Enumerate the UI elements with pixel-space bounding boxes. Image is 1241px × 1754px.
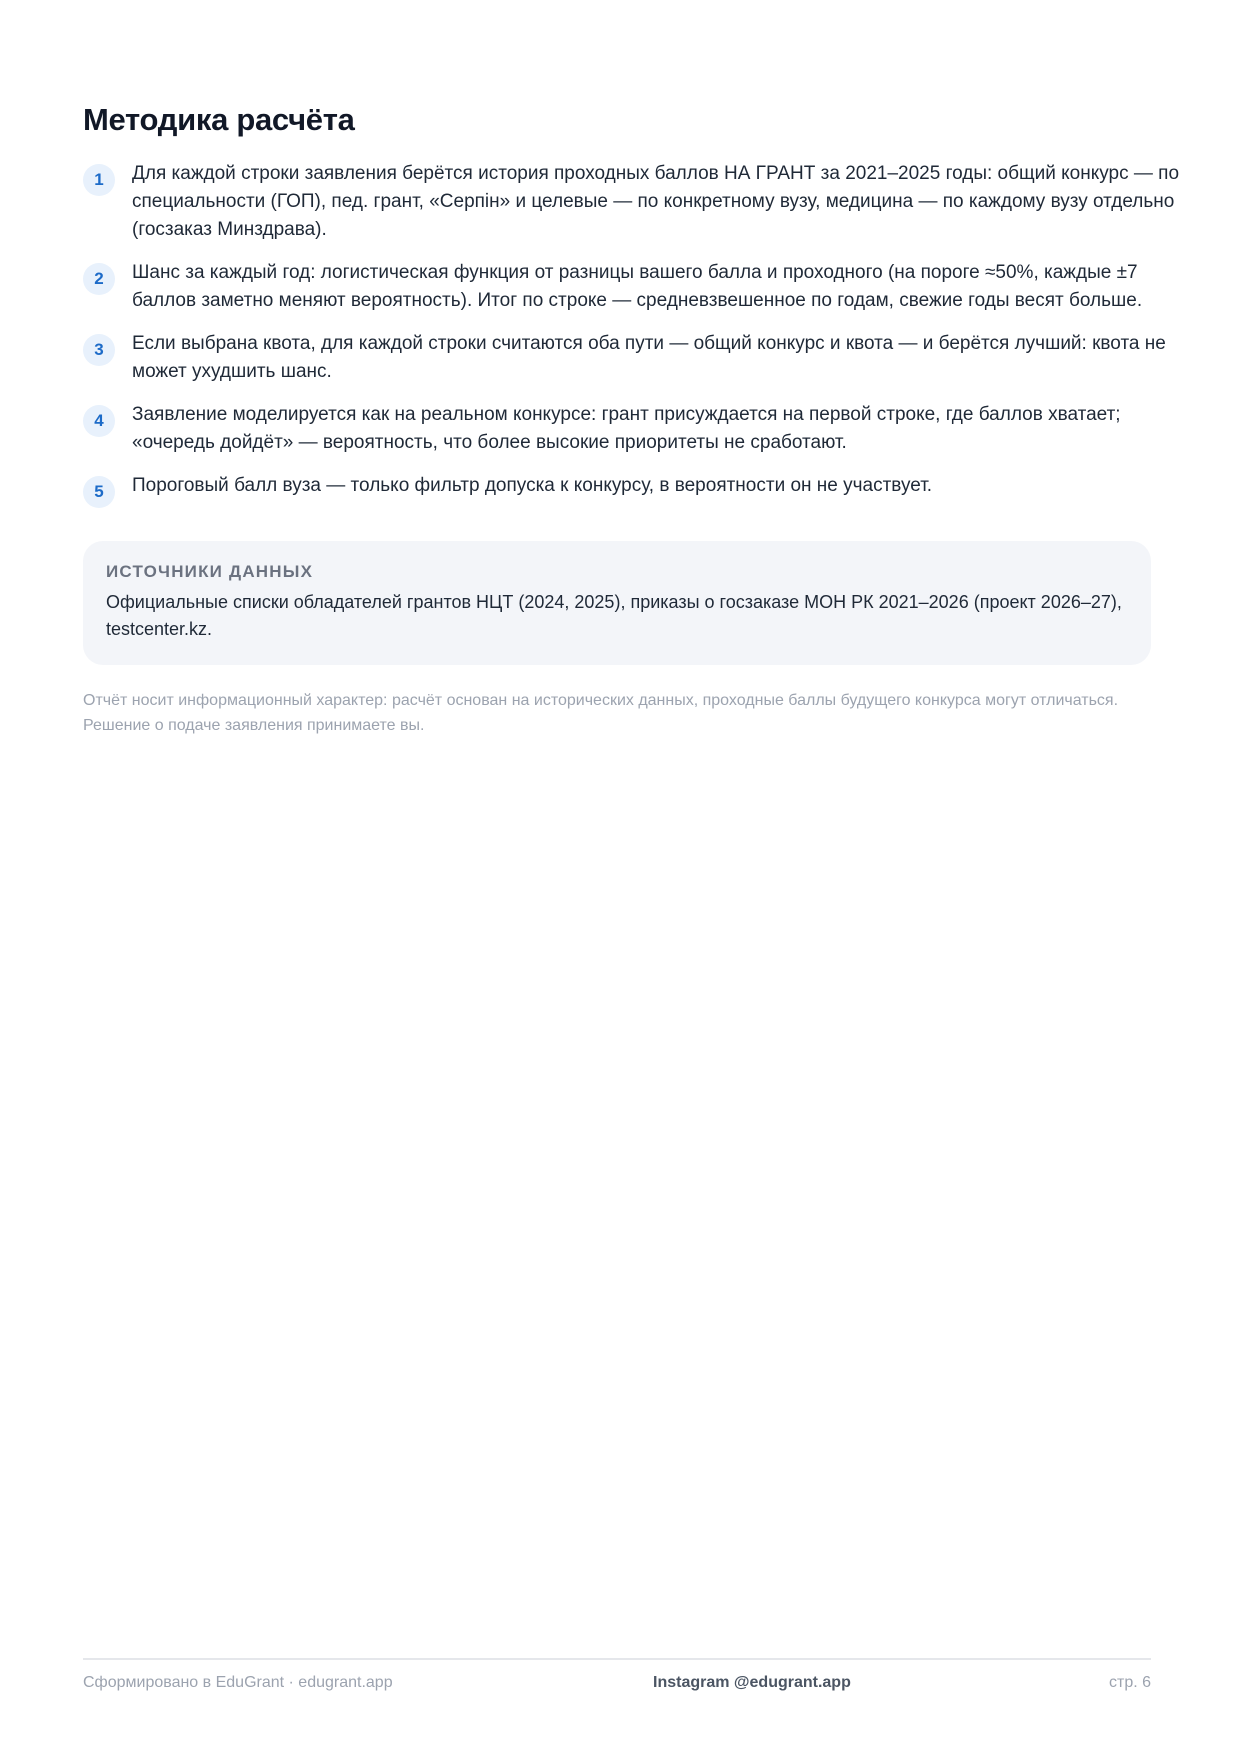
step-text: Шанс за каждый год: логистическая функция от разницы вашего балла и проходного (на пороге ≈50%, каждые ±7 баллов заметно меняют вероятность). Итог по строке — средневзвешенное по годам, свежие годы весят больше. xyxy=(132,262,1143,311)
step-text: Заявление моделируется как на реальном конкурсе: грант присуждается на первой строке, где баллов хватает; «очередь дойдёт» — вероятность, что более высокие приоритеты не сработают. xyxy=(132,404,1121,453)
data-sources-text: Официальные списки обладателей грантов НЦТ (2024, 2025), приказы о госзаказе МОН РК 2021–2026 (проект 2026–27), testcenter.kz. xyxy=(106,592,1122,639)
disclaimer-text: Отчёт носит информационный характер: расчёт основан на исторических данных, проходные баллы будущего конкурса могут отличаться. Решение о подаче заявления принимаете вы. xyxy=(83,692,1119,734)
data-sources-box xyxy=(83,541,1151,665)
step-item xyxy=(83,472,1203,500)
footer-generated-by: Сформировано в EduGrant · edugrant.app xyxy=(83,1674,393,1691)
step-number-badge: 1 xyxy=(83,164,115,196)
step-number-badge: 5 xyxy=(83,476,115,508)
step-text: Если выбрана квота, для каждой строки считаются оба пути — общий конкурс и квота — и берётся лучший: квота не может ухудшить шанс. xyxy=(132,333,1166,382)
step-item xyxy=(83,330,1203,386)
step-item xyxy=(83,160,1203,244)
step-item xyxy=(83,259,1203,315)
step-number-badge: 2 xyxy=(83,263,115,295)
page-title: Методика расчёта xyxy=(83,102,355,137)
step-text: Для каждой строки заявления берётся история проходных баллов НА ГРАНТ за 2021–2025 годы: общий конкурс — по специальности (ГОП), пед. грант, «Серпін» и целевые — по конкретному вузу, медицина — по каждому вузу отдельно (госзаказ Минздрава). xyxy=(132,163,1180,240)
footer-instagram-link[interactable]: Instagram @edugrant.app xyxy=(653,1674,851,1691)
data-sources-heading: ИСТОЧНИКИ ДАННЫХ xyxy=(106,562,314,581)
methodology-steps-list xyxy=(83,160,1203,515)
footer-divider xyxy=(83,1658,1151,1660)
footer-page-number: стр. 6 xyxy=(1108,1674,1151,1691)
step-item xyxy=(83,401,1203,457)
step-text: Пороговый балл вуза — только фильтр допуска к конкурсу, в вероятности он не участвует. xyxy=(132,475,933,496)
step-number-badge: 3 xyxy=(83,334,115,366)
step-number-badge: 4 xyxy=(83,405,115,437)
